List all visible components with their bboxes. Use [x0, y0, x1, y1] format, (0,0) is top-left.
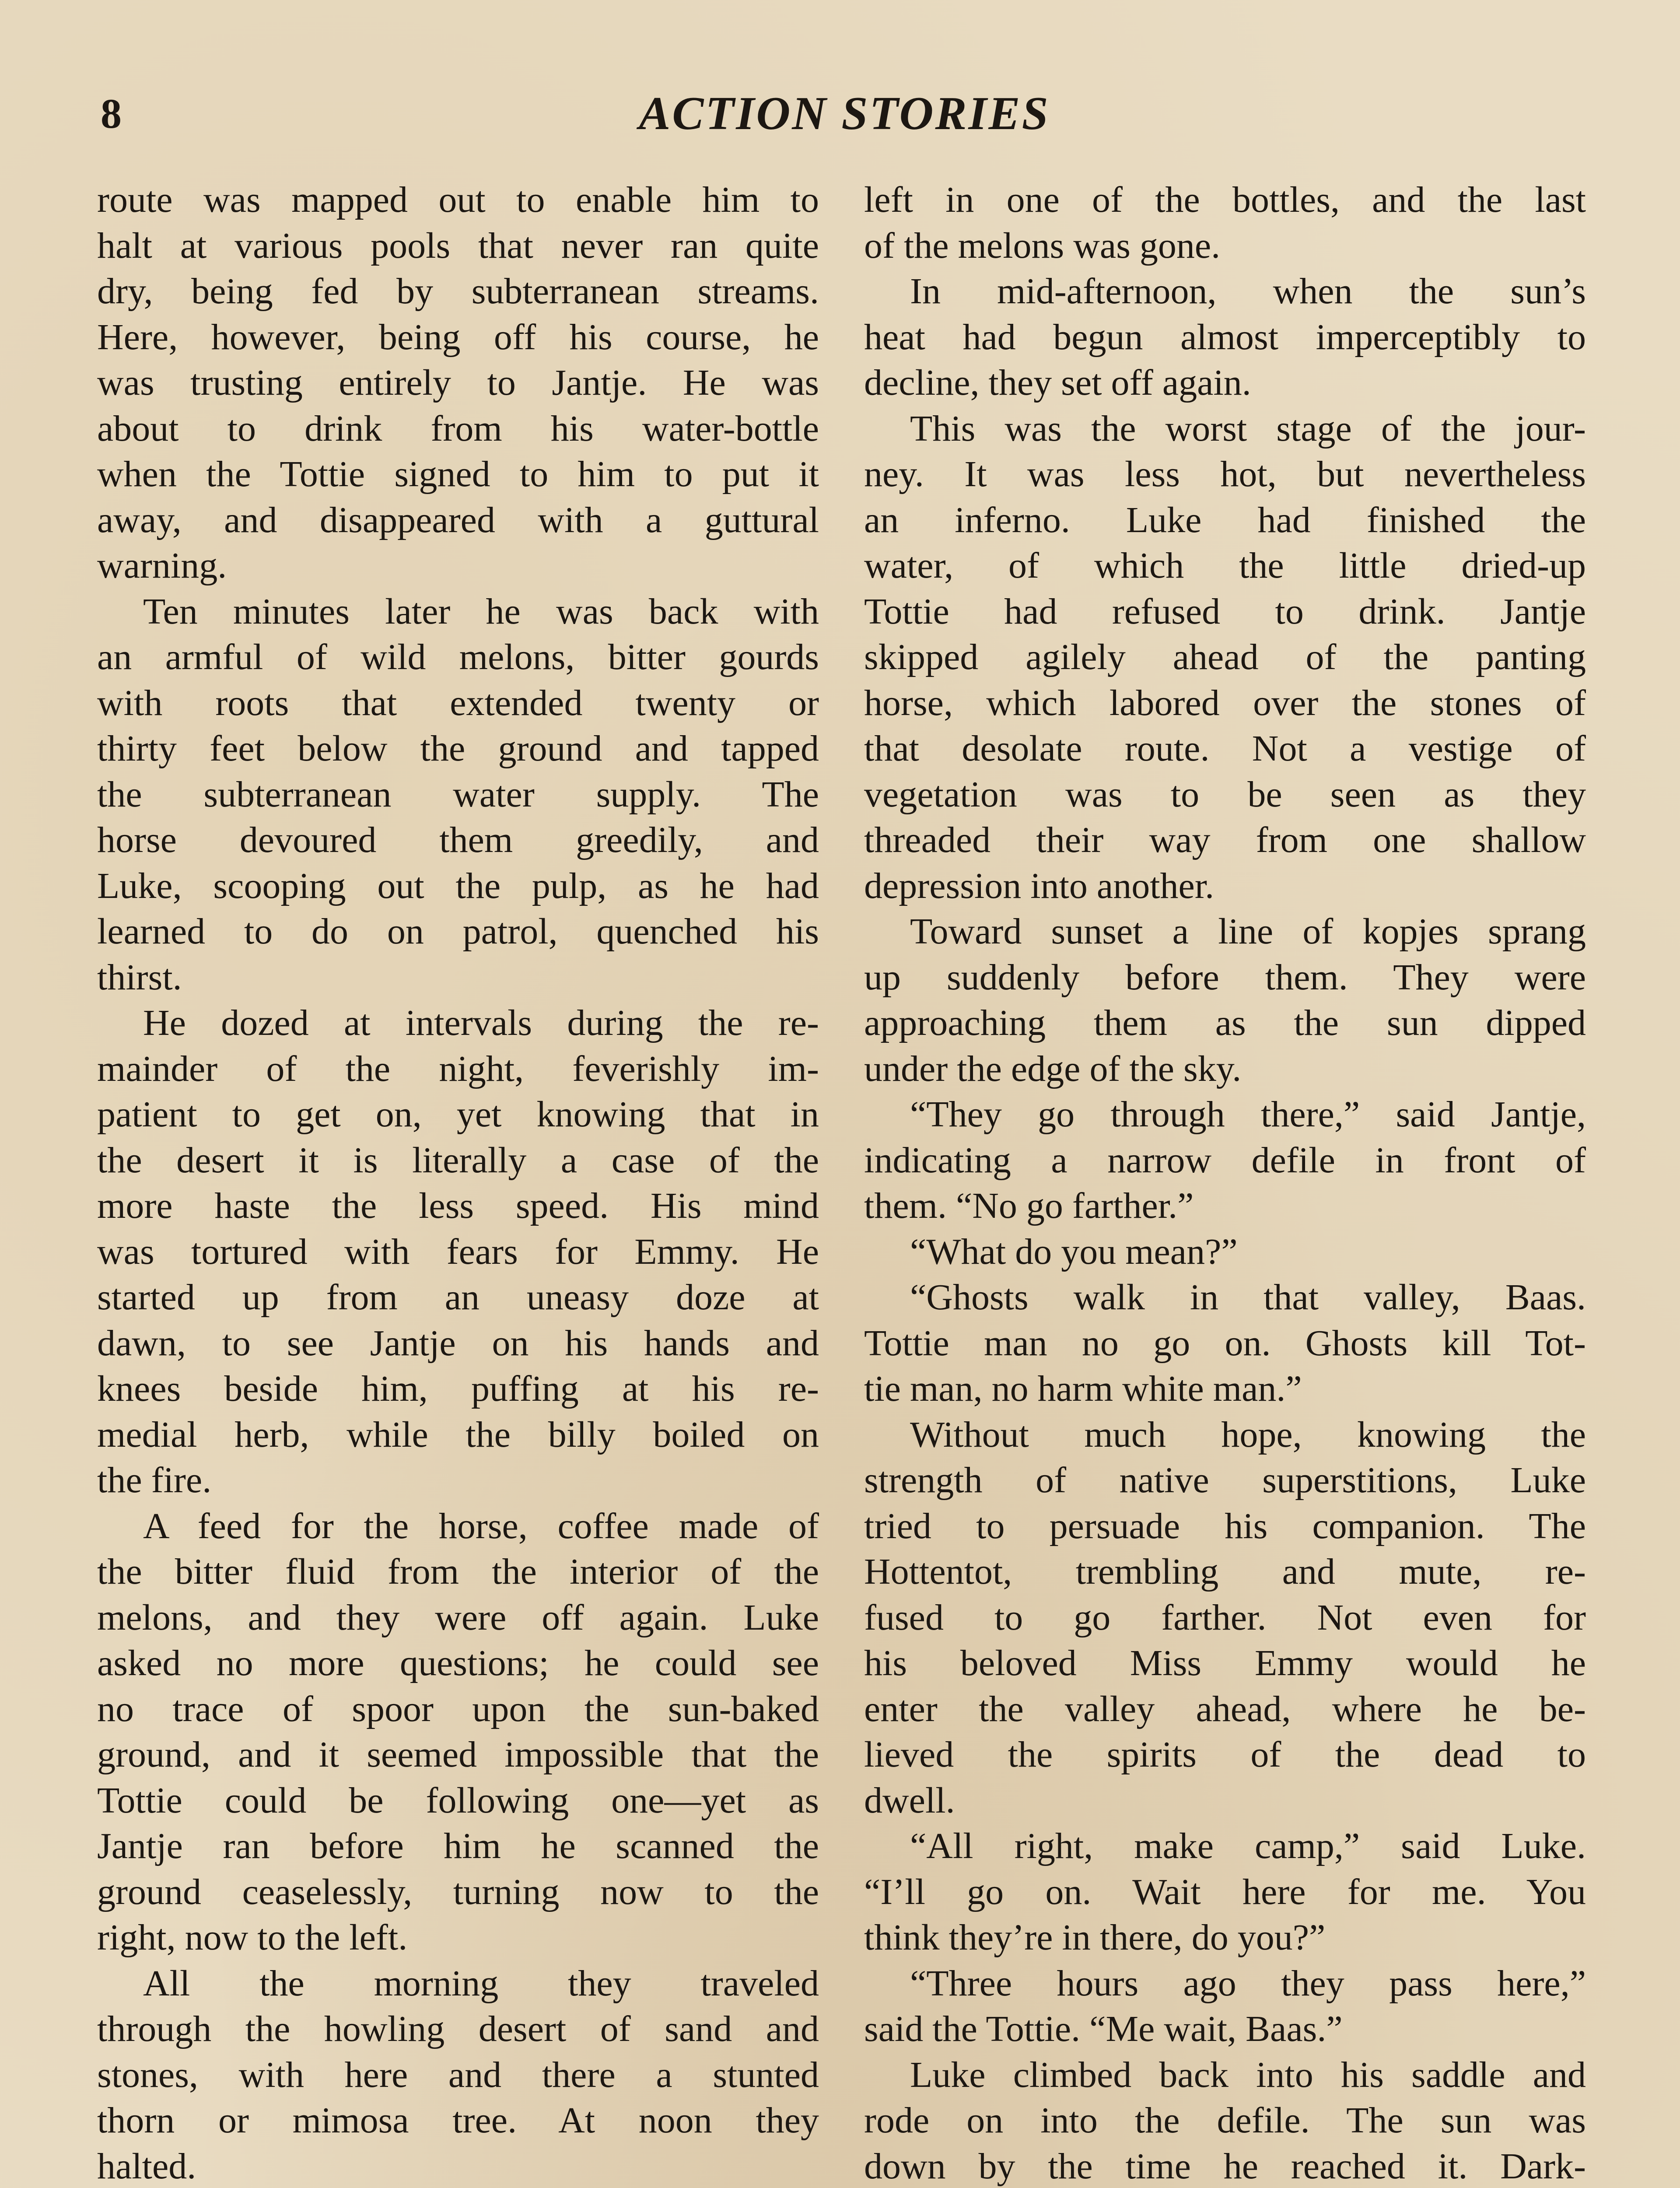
text-line: melons, and they were off again. Luke — [97, 1597, 819, 1638]
text-line: thirst. — [97, 957, 182, 998]
paragraph — [97, 1961, 819, 2188]
text-line: with roots that extended twenty or — [97, 682, 819, 723]
text-line: when the Tottie signed to him to put it — [97, 454, 819, 494]
text-line: tie man, no harm white man.” — [864, 1368, 1302, 1409]
text-line: the subterranean water supply. The — [97, 774, 819, 815]
text-line: right, now to the left. — [97, 1917, 408, 1958]
text-line: depression into another. — [864, 865, 1214, 906]
text-line: them. “No go farther.” — [864, 1185, 1194, 1226]
text-line: horse devoured them greedily, and — [97, 820, 819, 860]
text-line: “All right, make camp,” said Luke. — [910, 1826, 1586, 1866]
text-line: Toward sunset a line of kopjes sprang — [910, 911, 1586, 952]
text-line: Without much hope, knowing the — [910, 1414, 1586, 1455]
text-line: lieved the spirits of the dead to — [864, 1734, 1586, 1775]
left-text-column — [97, 177, 819, 2188]
paragraph — [864, 1823, 1586, 1961]
paragraph — [97, 1504, 819, 1961]
text-line: asked no more questions; he could see — [97, 1643, 819, 1683]
text-line: In mid-afternoon, when the sun’s — [910, 271, 1586, 312]
right-text-column — [864, 177, 1586, 2188]
text-line: under the edge of the sky. — [864, 1048, 1242, 1089]
text-line: He dozed at intervals during the re- — [143, 1003, 819, 1043]
text-line: learned to do on patrol, quenched his — [97, 911, 819, 952]
text-line: rode on into the defile. The sun was — [864, 2100, 1586, 2141]
text-line: up suddenly before them. They were — [864, 957, 1586, 998]
text-line: A feed for the horse, coffee made of — [143, 1505, 819, 1546]
text-line: was tortured with fears for Emmy. He — [97, 1231, 819, 1272]
paragraph — [864, 1092, 1586, 1229]
paragraph — [97, 1000, 819, 1504]
text-line: knees beside him, puffing at his re- — [97, 1368, 819, 1409]
text-line: the bitter fluid from the interior of the — [97, 1551, 819, 1592]
text-line: This was the worst stage of the jour- — [910, 408, 1586, 449]
text-line: “They go through there,” said Jantje, — [910, 1094, 1586, 1135]
text-line: stones, with here and there a stunted — [97, 2054, 819, 2095]
text-line: skipped agilely ahead of the panting — [864, 637, 1586, 677]
text-line: about to drink from his water-bottle — [97, 408, 819, 449]
text-line: threaded their way from one shallow — [864, 820, 1586, 860]
text-line: All the morning they traveled — [143, 1963, 819, 2004]
text-line: water, of which the little dried-up — [864, 545, 1586, 586]
text-line: fused to go farther. Not even for — [864, 1597, 1586, 1638]
text-line: down by the time he reached it. Dark- — [864, 2146, 1586, 2187]
text-line: think they’re in there, do you?” — [864, 1917, 1326, 1958]
paragraph — [864, 1412, 1586, 1824]
paragraph — [864, 2052, 1586, 2188]
paragraph — [864, 406, 1586, 909]
text-line: dry, being fed by subterranean streams. — [97, 271, 819, 312]
paragraph — [864, 177, 1586, 269]
text-line: heat had begun almost imperceptibly to — [864, 316, 1586, 358]
text-line: dwell. — [864, 1780, 955, 1821]
text-line: approaching them as the sun dipped — [864, 1003, 1586, 1043]
text-line: Hottentot, trembling and mute, re- — [864, 1551, 1586, 1592]
text-line: that desolate route. Not a vestige of — [864, 728, 1586, 769]
text-line: mainder of the night, feverishly im- — [97, 1048, 819, 1089]
text-line: his beloved Miss Emmy would he — [864, 1643, 1586, 1683]
text-line: thirty feet below the ground and tapped — [97, 728, 819, 769]
text-line: “Ghosts walk in that valley, Baas. — [910, 1277, 1586, 1318]
text-line: ground ceaselessly, turning now to the — [97, 1871, 819, 1912]
text-line: Tottie man no go on. Ghosts kill Tot- — [864, 1322, 1586, 1364]
running-title: ACTION STORIES — [639, 88, 1050, 140]
paragraph — [864, 269, 1586, 406]
text-line: of the melons was gone. — [864, 225, 1221, 266]
text-line: more haste the less speed. His mind — [97, 1185, 819, 1226]
text-line: away, and disappeared with a guttural — [97, 499, 819, 540]
text-line: an armful of wild melons, bitter gourds — [97, 637, 819, 677]
text-line: strength of native superstitions, Luke — [864, 1460, 1586, 1501]
text-line: warning. — [97, 545, 227, 586]
text-line: an inferno. Luke had finished the — [864, 499, 1586, 540]
text-line: thorn or mimosa tree. At noon they — [97, 2100, 819, 2141]
text-line: Jantje ran before him he scanned the — [97, 1826, 819, 1866]
text-line: Tottie could be following one—yet as — [97, 1780, 819, 1821]
text-line: Luke, scooping out the pulp, as he had — [97, 865, 819, 906]
paragraph — [864, 1275, 1586, 1412]
text-line: Luke climbed back into his saddle and — [910, 2054, 1586, 2095]
text-line: was trusting entirely to Jantje. He was — [97, 362, 819, 403]
text-line: tried to persuade his companion. The — [864, 1505, 1586, 1546]
text-line: Ten minutes later he was back with — [143, 591, 819, 632]
page-header — [101, 83, 1588, 144]
text-line: halt at various pools that never ran quite — [97, 225, 819, 266]
text-line: ney. It was less hot, but nevertheless — [864, 454, 1586, 494]
text-line: vegetation was to be seen as they — [864, 774, 1586, 815]
text-line: started up from an uneasy doze at — [97, 1277, 819, 1318]
text-line: no trace of spoor upon the sun-baked — [97, 1688, 819, 1729]
text-line: left in one of the bottles, and the last — [864, 179, 1586, 220]
text-line: patient to get on, yet knowing that in — [97, 1094, 819, 1135]
text-line: ground, and it seemed impossible that the — [97, 1734, 819, 1775]
paragraph — [864, 1229, 1586, 1275]
text-line: medial herb, while the billy boiled on — [97, 1414, 819, 1455]
paragraph — [97, 177, 819, 589]
text-line: indicating a narrow defile in front of — [864, 1140, 1586, 1181]
text-line: dawn, to see Jantje on his hands and — [97, 1322, 819, 1364]
text-line: route was mapped out to enable him to — [97, 179, 819, 220]
text-line: “I’ll go on. Wait here for me. You — [864, 1871, 1586, 1912]
paragraph — [864, 1961, 1586, 2052]
paragraph — [864, 909, 1586, 1092]
text-line: halted. — [97, 2146, 196, 2187]
text-line: said the Tottie. “Me wait, Baas.” — [864, 2009, 1343, 2049]
text-line: the fire. — [97, 1460, 212, 1501]
text-line: Tottie had refused to drink. Jantje — [864, 591, 1586, 632]
text-line: the desert it is literally a case of the — [97, 1140, 819, 1181]
text-line: decline, they set off again. — [864, 362, 1251, 403]
text-line: “Three hours ago they pass here,” — [910, 1963, 1586, 2004]
text-line: enter the valley ahead, where he be- — [864, 1688, 1586, 1729]
page-number: 8 — [101, 90, 122, 137]
paragraph — [97, 589, 819, 1001]
text-line: Here, however, being off his course, he — [97, 316, 819, 358]
text-line: “What do you mean?” — [910, 1231, 1238, 1272]
text-line: through the howling desert of sand and — [97, 2009, 819, 2049]
text-line: horse, which labored over the stones of — [864, 682, 1586, 723]
